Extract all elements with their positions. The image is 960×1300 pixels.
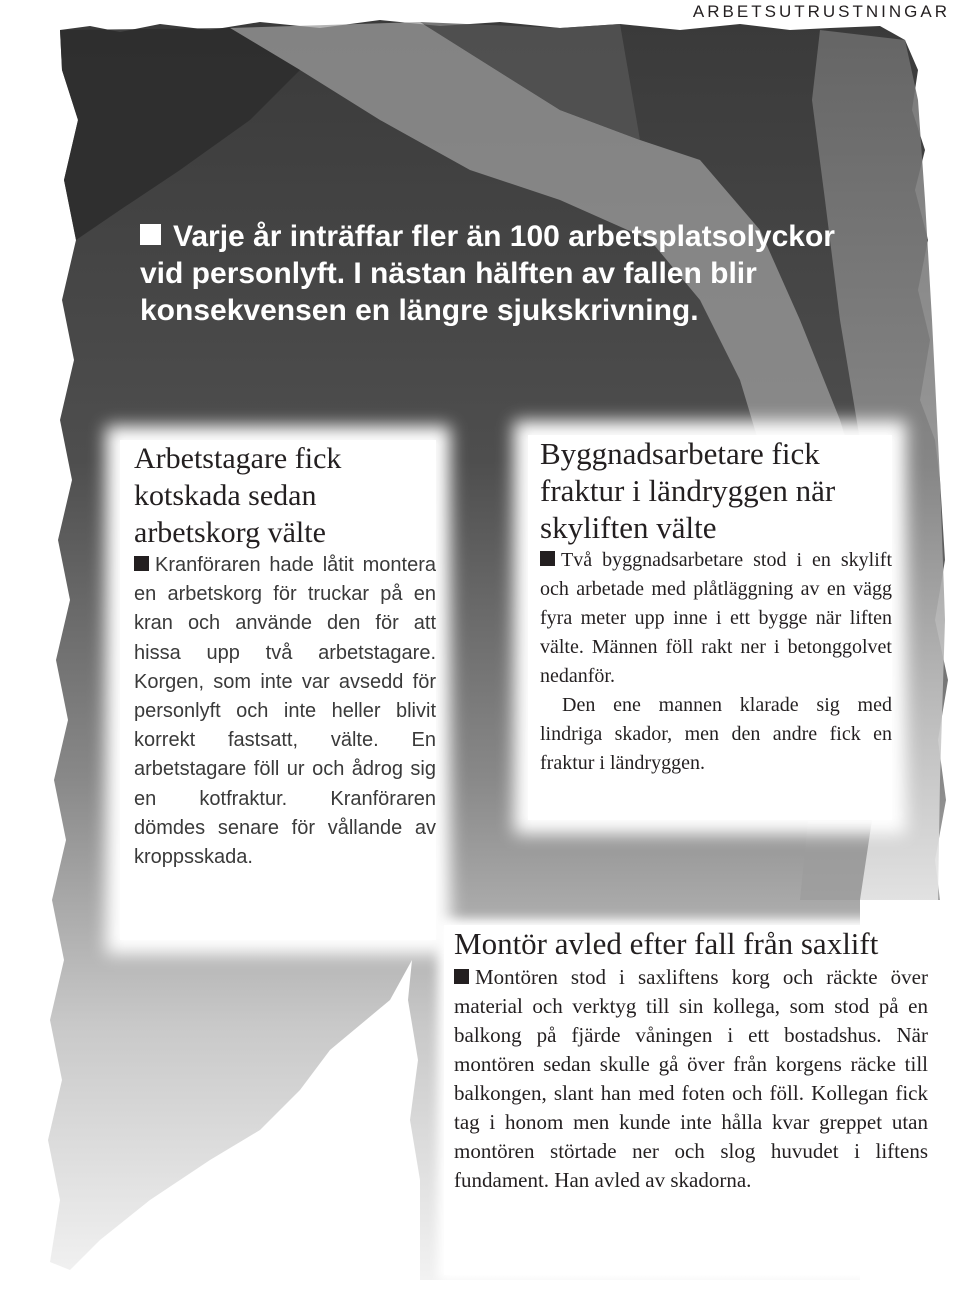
article-skylift: [528, 435, 892, 820]
article-body: [454, 963, 928, 1195]
article-headline: Byggnadsarbetare fick fraktur i ländryggen när skyliften välte: [540, 436, 836, 545]
article-saxlift: [444, 925, 928, 1275]
article-headline: Arbetstagare fick kotskada sedan arbetskorg välte: [134, 442, 342, 549]
bullet-square-icon: [540, 551, 555, 566]
intro-text: Varje år inträffar fler än 100 arbetsplatsolyckor vid personlyft. I nästan hälften av fallen blir konsekvensen en längre sjukskrivning.: [140, 220, 835, 327]
article-paragraph: Kranföraren hade låtit montera en arbetskorg för truckar på en kran och använde den för att hissa upp två arbetstagare. Korgen, som inte var avsedd för personlyft och inte heller blivit korrekt fastsatt, välte. En arbetstagare föll ur och ådrog sig en kotfraktur. Kranföraren dömdes senare för vållande av kroppsskada.: [134, 554, 436, 869]
article-kotskada: [120, 440, 436, 940]
article-body: [134, 551, 436, 872]
section-label: ARBETSUTRUSTNINGAR: [692, 2, 950, 21]
article-paragraph: Två byggnadsarbetare stod i en skylift och arbetade med plåtläggning av en vägg fyra meter upp inne i ett bygge när liften välte. Männen föll rakt ner i betonggolvet nedanför.: [540, 549, 892, 687]
intro-text-block: [140, 218, 860, 329]
bullet-square-icon: [140, 224, 161, 245]
article-paragraph: Montören stod i saxliftens korg och räckte över material och verktyg till sin kollega, som stod på en balkong på fjärde våningen i ett bostadshus. När montören sedan skulle gå över från korgens räcke till balkongen, slant han med foten och föll. Kollegan fick tag i honom men kunde inte hålla kvar greppet utan montören störtade ner och slog huvudet i liftens fundament. Han avled av skadorna.: [454, 965, 928, 1192]
bullet-square-icon: [454, 969, 469, 984]
article-body: [540, 546, 892, 691]
bullet-square-icon: [134, 556, 149, 571]
article-paragraph: Den ene mannen klarade sig med lindriga skador, men den andre fick en fraktur i ländryggen.: [540, 694, 892, 774]
article-headline: Montör avled efter fall från saxlift: [454, 926, 879, 961]
